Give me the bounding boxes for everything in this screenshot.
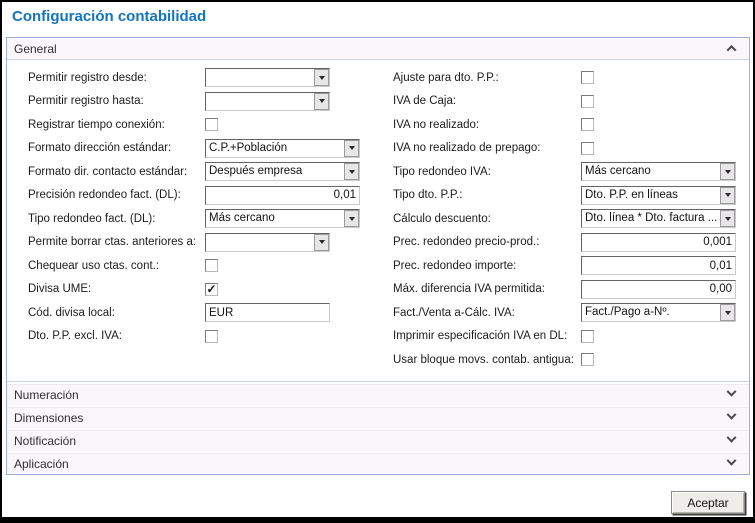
tipo-redondeo-iva-combo[interactable]: Más cercano bbox=[581, 162, 736, 181]
field-row bbox=[28, 325, 360, 349]
field-label: Permitir registro hasta: bbox=[28, 95, 144, 108]
chevron-down-icon[interactable] bbox=[727, 387, 737, 397]
field-row bbox=[28, 207, 360, 231]
field-label: Prec. redondeo importe: bbox=[393, 259, 517, 272]
field-row bbox=[28, 278, 360, 302]
field-label: Formato dir. contacto estándar: bbox=[28, 165, 188, 178]
field-row bbox=[28, 184, 360, 208]
field-label: Tipo redondeo IVA: bbox=[393, 165, 491, 178]
field-label: Ajuste para dto. P.P.: bbox=[393, 71, 499, 84]
section-label: Aplicación bbox=[14, 456, 69, 471]
section-label: General bbox=[14, 41, 57, 56]
field-label: Cálculo descuento: bbox=[393, 212, 491, 225]
field-row bbox=[393, 207, 738, 231]
field-row bbox=[393, 254, 738, 278]
permitir-registro-desde-combo[interactable] bbox=[205, 68, 330, 87]
dropdown-arrow-icon[interactable] bbox=[314, 93, 329, 110]
field-row bbox=[28, 160, 360, 184]
settings-panel bbox=[6, 37, 750, 475]
general-left-column bbox=[28, 66, 360, 372]
field-label: Usar bloque movs. contab. antigua: bbox=[393, 353, 574, 366]
field-row bbox=[393, 160, 738, 184]
field-row bbox=[28, 231, 360, 255]
field-label: Imprimir especificación IVA en DL: bbox=[393, 330, 568, 343]
chevron-down-icon[interactable] bbox=[727, 410, 737, 420]
registrar-tiempo-conexion-checkbox[interactable] bbox=[205, 118, 218, 131]
section-header-numeracion[interactable] bbox=[7, 384, 749, 405]
field-label: Registrar tiempo conexión: bbox=[28, 118, 165, 131]
chevron-down-icon[interactable] bbox=[727, 456, 737, 466]
dropdown-arrow-icon[interactable] bbox=[344, 163, 359, 180]
fact-venta-calc-iva-combo[interactable]: Fact./Pago a-Nº. bbox=[581, 303, 736, 322]
permite-borrar-ctas-combo[interactable] bbox=[205, 233, 330, 252]
field-label: IVA de Caja: bbox=[393, 95, 457, 108]
prec-redondeo-importe-input[interactable] bbox=[581, 256, 736, 275]
field-label: IVA no realizado de prepago: bbox=[393, 142, 541, 155]
field-label: Divisa UME: bbox=[28, 283, 92, 296]
iva-no-realizado-prepago-checkbox[interactable] bbox=[581, 142, 594, 155]
tipo-redondeo-fact-combo[interactable]: Más cercano bbox=[205, 209, 360, 228]
cod-divisa-local-input[interactable] bbox=[205, 303, 330, 322]
formato-direccion-estandar-combo[interactable]: C.P.+Población bbox=[205, 139, 360, 158]
divisa-ume-checkbox[interactable]: ✓ bbox=[206, 281, 217, 296]
field-label: Chequear uso ctas. cont.: bbox=[28, 259, 160, 272]
field-row bbox=[393, 113, 738, 137]
field-row bbox=[28, 113, 360, 137]
section-header-dimensiones[interactable] bbox=[7, 407, 749, 428]
section-label: Numeración bbox=[14, 387, 79, 402]
formato-dir-contacto-estandar-combo[interactable]: Después empresa bbox=[205, 162, 360, 181]
dropdown-arrow-icon[interactable] bbox=[720, 163, 735, 180]
section-header-notificacion[interactable] bbox=[7, 430, 749, 451]
accept-button[interactable]: Aceptar bbox=[671, 491, 745, 514]
dropdown-arrow-icon[interactable] bbox=[314, 234, 329, 251]
dropdown-arrow-icon[interactable] bbox=[344, 140, 359, 157]
chevron-down-icon[interactable] bbox=[727, 433, 737, 443]
dropdown-arrow-icon[interactable] bbox=[720, 187, 735, 204]
field-row bbox=[393, 90, 738, 114]
general-section-content bbox=[7, 59, 749, 382]
field-row bbox=[393, 184, 738, 208]
general-right-column bbox=[393, 66, 738, 372]
field-row bbox=[28, 137, 360, 161]
iva-de-caja-checkbox[interactable] bbox=[581, 95, 594, 108]
dto-pp-excl-iva-checkbox[interactable] bbox=[205, 330, 218, 343]
field-row bbox=[393, 278, 738, 302]
field-label: Fact./Venta a-Cálc. IVA: bbox=[393, 306, 515, 319]
section-label: Notificación bbox=[14, 433, 77, 448]
field-row bbox=[28, 90, 360, 114]
field-row bbox=[393, 137, 738, 161]
section-header-general[interactable] bbox=[7, 38, 749, 59]
tipo-dto-pp-combo[interactable]: Dto. P.P. en líneas bbox=[581, 186, 736, 205]
precision-redondeo-fact-input[interactable] bbox=[205, 186, 360, 205]
field-label: Permitir registro desde: bbox=[28, 71, 147, 84]
section-header-aplicacion[interactable] bbox=[7, 453, 749, 474]
field-label: Tipo dto. P.P.: bbox=[393, 189, 463, 202]
dropdown-arrow-icon[interactable] bbox=[314, 69, 329, 86]
ajuste-dto-pp-checkbox[interactable] bbox=[581, 71, 594, 84]
section-label: Dimensiones bbox=[14, 410, 84, 425]
permitir-registro-hasta-combo[interactable] bbox=[205, 92, 330, 111]
field-row bbox=[28, 66, 360, 90]
field-row bbox=[393, 348, 738, 372]
field-row bbox=[393, 325, 738, 349]
dropdown-arrow-icon[interactable] bbox=[720, 210, 735, 227]
field-row bbox=[393, 301, 738, 325]
prec-redondeo-precio-prod-input[interactable] bbox=[581, 233, 736, 252]
page-title: Configuración contabilidad bbox=[12, 8, 207, 25]
field-label: Máx. diferencia IVA permitida: bbox=[393, 283, 545, 296]
field-row bbox=[28, 301, 360, 325]
field-label: Prec. redondeo precio-prod.: bbox=[393, 236, 540, 249]
iva-no-realizado-checkbox[interactable] bbox=[581, 118, 594, 131]
field-label: Tipo redondeo fact. (DL): bbox=[28, 212, 156, 225]
field-label: IVA no realizado: bbox=[393, 118, 480, 131]
field-row bbox=[393, 231, 738, 255]
chequear-uso-ctas-checkbox[interactable] bbox=[205, 259, 218, 272]
field-label: Formato dirección estándar: bbox=[28, 142, 172, 155]
field-label: Precisión redondeo fact. (DL): bbox=[28, 189, 181, 202]
calculo-descuento-combo[interactable]: Dto. línea * Dto. factura ... bbox=[581, 209, 736, 228]
field-label: Dto. P.P. excl. IVA: bbox=[28, 330, 122, 343]
field-row bbox=[393, 66, 738, 90]
max-diferencia-iva-input[interactable] bbox=[581, 280, 736, 299]
field-label: Permite borrar ctas. anteriores a: bbox=[28, 236, 197, 249]
dialog-window bbox=[2, 2, 753, 517]
field-label: Cód. divisa local: bbox=[28, 306, 115, 319]
chevron-up-icon[interactable] bbox=[727, 45, 737, 55]
dropdown-arrow-icon[interactable] bbox=[720, 304, 735, 321]
dropdown-arrow-icon[interactable] bbox=[344, 210, 359, 227]
imprimir-especificacion-iva-checkbox[interactable] bbox=[581, 330, 594, 343]
usar-bloque-movs-checkbox[interactable] bbox=[581, 353, 594, 366]
field-row bbox=[28, 254, 360, 278]
